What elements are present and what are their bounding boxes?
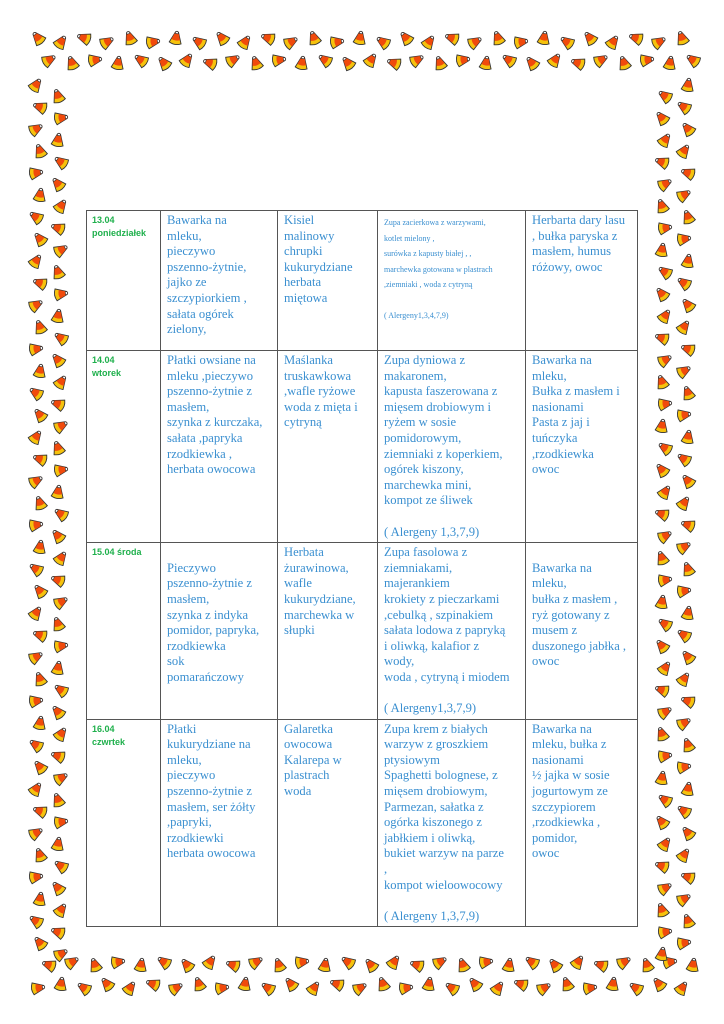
lunch-cell: Zupa dyniowa z makaronem, kapusta faszerowana z mięsem drobiowym i ryżem w sosie pomidorowym, ziemniaki z koperkiem, ogórek kiszony, marchewka mini, kompot ze śliwek ( Alergeny 1,3,7,9) [378, 351, 526, 543]
candy-corn-icon [675, 274, 693, 291]
candy-corn-icon [88, 53, 103, 67]
candy-corn-icon [653, 461, 671, 479]
candy-corn-icon [656, 263, 674, 280]
candy-corn-icon [52, 725, 69, 743]
candy-corn-icon [31, 230, 49, 248]
candy-corn-icon [374, 33, 392, 50]
candy-corn-icon [680, 913, 696, 930]
candy-corn-icon [680, 341, 697, 357]
candy-corn-icon [650, 33, 667, 50]
candy-corn-icon [546, 51, 563, 69]
candy-corn-icon [675, 538, 692, 555]
candy-corn-icon [63, 953, 80, 970]
candy-corn-icon [656, 351, 673, 368]
candy-corn-icon [32, 143, 48, 160]
candy-corn-icon [54, 463, 69, 477]
candy-corn-icon [75, 979, 93, 996]
candy-corn-icon [604, 33, 621, 51]
candy-corn-icon [31, 406, 49, 424]
candy-corn-icon [684, 51, 702, 68]
candy-corn-icon [680, 165, 697, 181]
candy-corn-icon [52, 329, 70, 346]
candy-corn-icon [422, 976, 436, 991]
candy-corn-icon [33, 363, 47, 378]
candy-corn-icon [681, 429, 695, 444]
candy-corn-icon [593, 957, 610, 973]
candy-corn-icon [681, 605, 695, 620]
candy-corn-icon [675, 714, 692, 731]
second-breakfast-cell: Herbata żurawinowa, wafle kukurydziane, marchewka w słupki [278, 543, 378, 720]
candy-corn-icon [27, 736, 45, 753]
candy-corn-icon [54, 639, 69, 653]
candy-corn-icon [52, 901, 69, 919]
candy-corn-icon [656, 483, 673, 501]
candy-corn-icon [679, 296, 697, 314]
candy-corn-icon [675, 670, 692, 688]
candy-corn-icon [681, 253, 695, 268]
candy-corn-icon [466, 975, 484, 993]
day-cell: 16.04 czwrtek [87, 719, 161, 927]
day-cell: 14.04 wtorek [87, 351, 161, 543]
candy-corn-icon [41, 957, 58, 973]
candy-corn-icon [329, 976, 346, 992]
candy-corn-icon [681, 781, 695, 796]
candy-corn-icon [29, 870, 44, 884]
candy-corn-icon [190, 33, 208, 50]
candy-corn-icon [282, 33, 299, 50]
candy-corn-icon [33, 187, 47, 202]
candy-corn-icon [583, 981, 598, 995]
candy-corn-icon [455, 957, 471, 974]
candy-corn-icon [155, 953, 173, 970]
candy-corn-icon [409, 957, 426, 973]
candy-corn-icon [677, 232, 692, 246]
table-row [87, 719, 638, 927]
candy-corn-icon [52, 373, 69, 391]
candy-corn-icon [27, 76, 44, 94]
candy-corn-icon [655, 946, 669, 961]
candy-corn-icon [52, 593, 69, 610]
candy-corn-icon [500, 51, 518, 68]
candy-corn-icon [675, 98, 693, 115]
candy-corn-icon [362, 51, 379, 69]
candy-corn-icon [654, 330, 671, 346]
candy-corn-icon [27, 780, 44, 798]
candy-corn-icon [466, 33, 483, 50]
candy-corn-icon [656, 131, 673, 149]
candy-corn-icon [32, 99, 49, 115]
candy-corn-icon [679, 120, 697, 138]
candy-corn-icon [145, 976, 162, 992]
candy-corn-icon [318, 957, 332, 972]
candy-corn-icon [305, 979, 322, 997]
candy-corn-icon [32, 495, 48, 512]
candy-corn-icon [27, 824, 44, 841]
candy-corn-icon [546, 956, 564, 974]
candy-corn-icon [362, 956, 380, 974]
candy-corn-icon [31, 582, 49, 600]
candy-corn-icon [653, 637, 671, 655]
candy-corn-icon [50, 88, 66, 105]
candy-corn-icon [33, 715, 47, 730]
candy-corn-icon [432, 55, 448, 72]
candy-corn-icon [681, 77, 695, 92]
candy-corn-icon [654, 726, 670, 743]
candy-corn-icon [32, 847, 48, 864]
candy-corn-icon [675, 846, 692, 864]
candy-corn-icon [32, 671, 48, 688]
breakfast-cell: Płatki owsiane na mleku ,pieczywo pszenno-żytnie z masłem, szynka z kurczaka, sałata ,papryka rzodkiewka , herbata owocowa [161, 351, 278, 543]
candy-corn-icon [675, 142, 692, 160]
candy-corn-icon [656, 879, 673, 896]
candy-corn-icon [339, 54, 357, 72]
candy-corn-icon [615, 953, 632, 970]
candy-corn-icon [330, 35, 345, 49]
second-breakfast-cell: Galaretka owocowa Kalarepa w plastrach woda [278, 719, 378, 927]
candy-corn-icon [677, 760, 692, 774]
candy-corn-icon [656, 439, 674, 456]
candy-corn-icon [224, 51, 241, 68]
candy-corn-icon [420, 33, 437, 51]
candy-corn-icon [306, 30, 322, 47]
candy-corn-icon [49, 879, 67, 897]
candy-corn-icon [225, 957, 242, 973]
candy-corn-icon [201, 953, 218, 971]
candy-corn-icon [397, 29, 415, 47]
candy-corn-icon [675, 362, 692, 379]
candy-corn-icon [50, 792, 66, 809]
candy-corn-icon [27, 560, 45, 577]
candy-corn-icon [271, 957, 287, 974]
candy-corn-icon [52, 241, 69, 258]
candy-corn-icon [155, 54, 173, 72]
candy-corn-icon [680, 737, 696, 754]
candy-corn-icon [592, 51, 609, 68]
candy-corn-icon [656, 175, 673, 192]
candy-corn-icon [146, 35, 161, 49]
day-cell: 13.04 poniedziałek [87, 211, 161, 351]
candy-corn-icon [49, 175, 67, 193]
candy-corn-icon [385, 953, 402, 971]
candy-corn-icon [654, 902, 670, 919]
candy-corn-icon [569, 953, 586, 971]
table-row [87, 211, 638, 351]
candy-corn-icon [50, 572, 67, 588]
candy-corn-icon [479, 55, 493, 70]
candy-corn-icon [656, 615, 674, 632]
candy-corn-icon [191, 976, 207, 993]
candy-corn-icon [656, 835, 673, 853]
candy-corn-icon [29, 694, 44, 708]
candy-corn-icon [134, 957, 148, 972]
candy-corn-icon [655, 418, 669, 433]
candy-corn-icon [32, 319, 48, 336]
candy-corn-icon [32, 275, 49, 291]
second-breakfast-cell: Maślanka truskawkowa ,wafle ryżowe woda z mięta i cytryną [278, 351, 378, 543]
candy-corn-icon [132, 51, 150, 68]
candy-corn-icon [654, 154, 671, 170]
candy-corn-icon [653, 813, 671, 831]
table-row [87, 543, 638, 720]
candy-corn-icon [98, 975, 116, 993]
candy-corn-icon [31, 758, 49, 776]
candy-corn-icon [76, 30, 93, 46]
snack-cell: Herbarta dary lasu , bułka paryska z masłem, humus różowy, owoc [526, 211, 638, 351]
candy-corn-icon [122, 30, 138, 47]
candy-corn-icon [680, 209, 696, 226]
candy-corn-icon [32, 803, 49, 819]
candy-corn-icon [654, 682, 671, 698]
candy-corn-icon [658, 925, 673, 939]
candy-corn-icon [54, 111, 69, 125]
candy-corn-icon [33, 891, 47, 906]
candy-corn-icon [52, 549, 69, 567]
candy-corn-icon [656, 87, 674, 104]
candy-corn-icon [675, 450, 693, 467]
candy-corn-icon [654, 198, 670, 215]
candy-corn-icon [656, 527, 673, 544]
candy-corn-icon [675, 186, 692, 203]
candy-corn-icon [628, 30, 645, 46]
candy-corn-icon [29, 342, 44, 356]
candy-corn-icon [98, 33, 115, 50]
candy-corn-icon [121, 979, 138, 997]
candy-corn-icon [502, 957, 516, 972]
candy-corn-icon [558, 33, 576, 50]
candy-corn-icon [238, 976, 252, 991]
candy-corn-icon [653, 109, 671, 127]
candy-corn-icon [655, 594, 669, 609]
candy-corn-icon [178, 51, 195, 69]
candy-corn-icon [523, 54, 541, 72]
lunch-cell: Zupa fasolowa z ziemniakami, majerankiem krokiety z pieczarkami ,cebulką , szpinakiem sałata lodowa z papryką i oliwką, kalafior z wody, woda , cytryną i miodem ( Alergeny1,3,7,9) [378, 543, 526, 720]
candy-corn-icon [679, 648, 697, 666]
candy-corn-icon [27, 120, 44, 137]
candy-corn-icon [399, 981, 414, 995]
candy-corn-icon [677, 408, 692, 422]
candy-corn-icon [27, 912, 45, 929]
candy-corn-icon [677, 936, 692, 950]
candy-corn-icon [50, 924, 67, 940]
candy-corn-icon [658, 573, 673, 587]
candy-corn-icon [167, 979, 184, 996]
candy-corn-icon [653, 285, 671, 303]
candy-corn-icon [673, 979, 690, 997]
candy-corn-icon [31, 934, 49, 952]
day-cell: 15.04 środa [87, 543, 161, 720]
candy-corn-icon [27, 428, 44, 446]
candy-corn-icon [27, 604, 44, 622]
candy-corn-icon [351, 979, 368, 996]
candy-corn-icon [32, 451, 49, 467]
candy-corn-icon [52, 769, 69, 786]
candy-corn-icon [50, 440, 66, 457]
candy-corn-icon [513, 976, 530, 992]
candy-corn-icon [535, 979, 552, 996]
candy-corn-icon [640, 53, 655, 67]
candy-corn-icon [111, 55, 125, 70]
candy-corn-icon [489, 979, 506, 997]
candy-corn-icon [40, 51, 57, 68]
candy-corn-icon [27, 252, 44, 270]
candy-corn-icon [272, 53, 287, 67]
candy-corn-icon [27, 648, 44, 665]
candy-corn-icon [260, 30, 277, 46]
table-row [87, 351, 638, 543]
candy-corn-icon [656, 307, 673, 325]
candy-corn-icon [51, 836, 65, 851]
candy-corn-icon [87, 957, 103, 974]
candy-corn-icon [686, 957, 700, 972]
candy-corn-icon [169, 30, 183, 45]
candy-corn-icon [50, 220, 67, 236]
candy-corn-icon [50, 396, 67, 412]
candy-corn-icon [27, 208, 45, 225]
candy-corn-icon [295, 55, 309, 70]
candy-corn-icon [50, 616, 66, 633]
candy-corn-icon [27, 472, 44, 489]
candy-corn-icon [431, 953, 448, 970]
breakfast-cell: Pieczywo pszenno-żytnie z masłem, szynka z indyka pomidor, papryka, rzodkiewka sok pomarańczowy [161, 543, 278, 720]
candy-corn-icon [627, 979, 645, 996]
candy-corn-icon [52, 681, 70, 698]
candy-corn-icon [570, 55, 587, 71]
candy-corn-icon [49, 527, 67, 545]
candy-corn-icon [52, 33, 69, 51]
candy-corn-icon [680, 385, 696, 402]
lunch-cell: Zupa krem z białych warzyw z groszkiem ptysiowym Spaghetti bolognese, z mięsem drobiowym, Parmezan, sałatka z ogórka kiszonego z jabłkiem i oliwką, bukiet warzyw na parze , kompot wieloowocowy ( Alergeny 1,3,7,9) [378, 719, 526, 927]
candy-corn-icon [654, 374, 670, 391]
candy-corn-icon [213, 29, 231, 47]
breakfast-cell: Bawarka na mleku, pieczywo pszenno-żytnie, jajko ze szczypiorkiem , sałata ogórek zielony, [161, 211, 278, 351]
candy-corn-icon [655, 770, 669, 785]
candy-corn-icon [616, 55, 632, 72]
candy-corn-icon [52, 197, 69, 215]
snack-cell: Bawarka na mleku, Bułka z masłem i nasionami Pasta z jaj i tuńczyka ,rzodkiewka owoc [526, 351, 638, 543]
candy-corn-icon [64, 55, 80, 72]
candy-corn-icon [54, 815, 69, 829]
candy-corn-icon [111, 955, 126, 969]
lunch-cell: Zupa zacierkowa z warzywami, kotlet mielony , surówka z kapusty białej , , marchewka gotowana w plastrach ,ziemniaki , woda z cytryną ( Alergeny1,3,4,7,9) [378, 211, 526, 351]
candy-corn-icon [654, 506, 671, 522]
candy-corn-icon [339, 953, 357, 970]
candy-corn-icon [31, 981, 46, 995]
candy-corn-icon [581, 29, 599, 47]
candy-corn-icon [656, 791, 674, 808]
candy-corn-icon [479, 955, 494, 969]
candy-corn-icon [675, 626, 693, 643]
candy-corn-icon [680, 693, 697, 709]
candy-corn-icon [27, 384, 45, 401]
candy-corn-icon [650, 975, 668, 993]
candy-corn-icon [656, 703, 673, 720]
candy-corn-icon [675, 318, 692, 336]
candy-corn-icon [679, 472, 697, 490]
candy-corn-icon [658, 749, 673, 763]
candy-corn-icon [680, 517, 697, 533]
candy-corn-icon [490, 30, 506, 47]
candy-corn-icon [52, 417, 69, 434]
candy-corn-icon [282, 975, 300, 993]
candy-corn-icon [675, 494, 692, 512]
candy-corn-icon [675, 890, 692, 907]
candy-corn-icon [353, 30, 367, 45]
candy-corn-icon [49, 703, 67, 721]
candy-corn-icon [51, 132, 65, 147]
candy-corn-icon [674, 30, 690, 47]
candy-corn-icon [259, 979, 277, 996]
candy-corn-icon [316, 51, 334, 68]
candy-corn-icon [655, 242, 669, 257]
candy-corn-icon [658, 221, 673, 235]
candy-corn-icon [215, 981, 230, 995]
candy-corn-icon [54, 287, 69, 301]
snack-cell: Bawarka na mleku, bułka z nasionami ½ jajka w sosie jogurtowym ze szczypiorem ,rzodkiewka , pomidor, owoc [526, 719, 638, 927]
candy-corn-icon [456, 53, 471, 67]
candy-corn-icon [654, 858, 671, 874]
candy-corn-icon [247, 953, 264, 970]
candy-corn-icon [559, 976, 575, 993]
candy-corn-icon [680, 869, 697, 885]
candy-corn-icon [52, 857, 70, 874]
candy-corn-icon [295, 955, 310, 969]
candy-corn-icon [675, 802, 693, 819]
candy-corn-icon [29, 518, 44, 532]
candy-corn-icon [658, 397, 673, 411]
candy-corn-icon [202, 55, 219, 71]
candy-corn-icon [50, 748, 67, 764]
candy-corn-icon [514, 35, 529, 49]
candy-corn-icon [639, 957, 655, 974]
candy-corn-icon [51, 660, 65, 675]
candy-corn-icon [51, 484, 65, 499]
candy-corn-icon [51, 308, 65, 323]
second-breakfast-cell: Kisiel malinowy chrupki kukurydziane herbata miętowa [278, 211, 378, 351]
candy-corn-icon [29, 29, 47, 47]
candy-corn-icon [656, 659, 673, 677]
candy-corn-icon [679, 824, 697, 842]
candy-corn-icon [33, 539, 47, 554]
candy-corn-icon [677, 584, 692, 598]
candy-corn-icon [236, 33, 253, 51]
candy-corn-icon [386, 55, 403, 71]
candy-corn-icon [32, 627, 49, 643]
candy-corn-icon [29, 166, 44, 180]
menu-table [86, 210, 638, 927]
candy-corn-icon [178, 956, 196, 974]
candy-corn-icon [443, 979, 461, 996]
candy-corn-icon [444, 30, 461, 46]
candy-corn-icon [52, 505, 70, 522]
candy-corn-icon [27, 296, 44, 313]
candy-corn-icon [523, 953, 541, 970]
candy-corn-icon [654, 550, 670, 567]
candy-corn-icon [54, 976, 68, 991]
candy-corn-icon [248, 55, 264, 72]
candy-corn-icon [375, 976, 391, 993]
snack-cell: Bawarka na mleku, bułka z masłem , ryż gotowany z musem z duszonego jabłka , owoc [526, 543, 638, 720]
candy-corn-icon [680, 561, 696, 578]
breakfast-cell: Płatki kukurydziane na mleku, pieczywo pszenno-żytnie z masłem, ser żółty ,papryki, rzodkiewki herbata owocowa [161, 719, 278, 927]
candy-corn-icon [606, 976, 620, 991]
candy-corn-icon [408, 51, 425, 68]
candy-corn-icon [49, 351, 67, 369]
candy-corn-icon [663, 55, 677, 70]
candy-corn-icon [537, 30, 551, 45]
candy-corn-icon [50, 264, 66, 281]
candy-corn-icon [52, 153, 70, 170]
